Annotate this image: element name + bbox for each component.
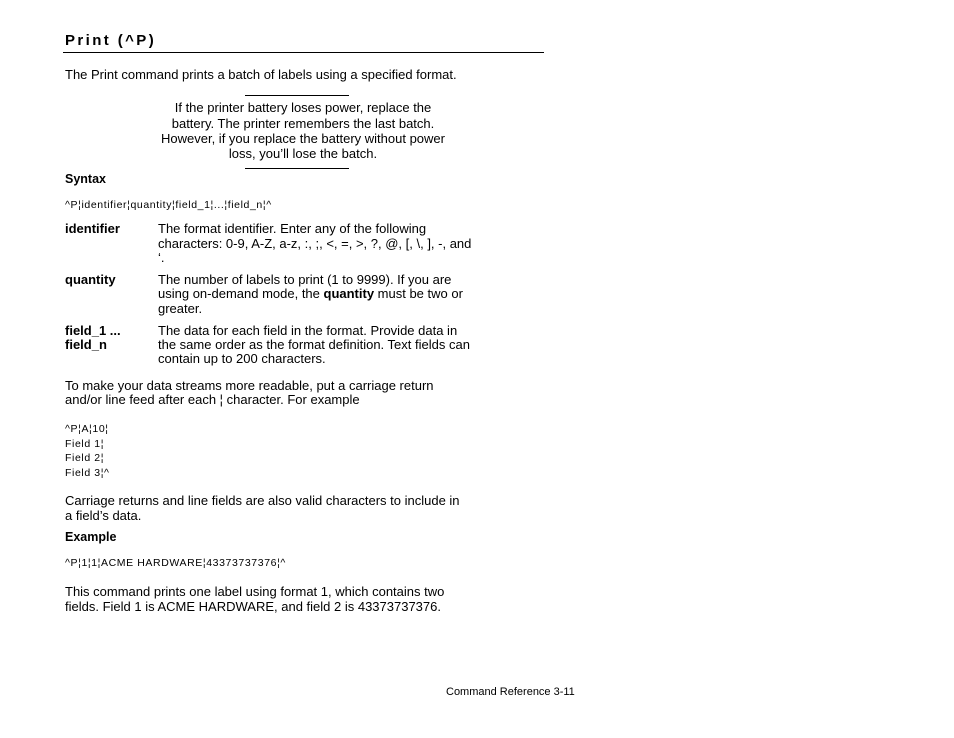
carriage-line-2: a field’s data.	[65, 508, 142, 523]
example-code: ^P¦1¦1¦ACME HARDWARE¦43373737376¦^	[65, 557, 286, 569]
note-line-3: However, if you replace the battery without power	[161, 131, 445, 146]
page-footer: Command Reference 3-11	[446, 686, 575, 698]
param-desc-field-2: the same order as the format definition. Text fields can	[158, 337, 470, 352]
readability-line-1: To make your data streams more readable, put a carriage return	[65, 378, 434, 393]
param-desc-quantity-1: The number of labels to print (1 to 9999). If you are	[158, 272, 452, 287]
param-desc-quantity-2-pre: using on-demand mode, the	[158, 286, 324, 301]
syntax-heading: Syntax	[65, 172, 106, 186]
param-desc-identifier-1: The format identifier. Enter any of the following	[158, 221, 427, 236]
param-desc-field-3: contain up to 200 characters.	[158, 351, 326, 366]
param-term-quantity: quantity	[65, 272, 116, 287]
param-desc-identifier-2: characters: 0-9, A-Z, a-z, :, ;, <, =, >, ?, @, [, \, ], -, and	[158, 236, 472, 251]
param-term-identifier: identifier	[65, 221, 120, 236]
param-desc-quantity-3: greater.	[158, 301, 203, 316]
carriage-line-1: Carriage returns and line fields are also valid characters to include in	[65, 493, 460, 508]
example-block-line: ^P¦A¦10¦	[65, 423, 109, 435]
param-term-field-1: field_1 ...	[65, 323, 121, 338]
intro-paragraph: The Print command prints a batch of labels using a specified format.	[65, 67, 457, 82]
note-line-2: battery. The printer remembers the last batch.	[171, 116, 435, 131]
param-term-field-n: field_n	[65, 337, 107, 352]
example-block-line: Field 2¦	[65, 452, 105, 464]
note-top-rule	[245, 95, 349, 96]
example-block-line: Field 3¦^	[65, 467, 110, 479]
param-desc-identifier-3: ‘.	[158, 250, 165, 265]
page-title: Print (^P)	[65, 32, 157, 49]
explanation-line-1: This command prints one label using format 1, which contains two	[65, 584, 445, 599]
note-line-1: If the printer battery loses power, replace the	[174, 100, 432, 115]
param-desc-quantity-2-post: must be two or	[374, 286, 463, 301]
param-desc-quantity-2-bold: quantity	[323, 286, 375, 301]
syntax-code: ^P¦identifier¦quantity¦field_1¦...¦field_n¦^	[65, 199, 272, 211]
explanation-line-2: fields. Field 1 is ACME HARDWARE, and field 2 is 43373737376.	[65, 599, 441, 614]
example-block-line: Field 1¦	[65, 438, 105, 450]
param-desc-field-1: The data for each field in the format. Provide data in	[158, 323, 458, 338]
title-underline	[63, 52, 544, 53]
param-desc-quantity-2	[158, 287, 542, 302]
example-heading: Example	[65, 530, 117, 544]
readability-line-2: and/or line feed after each ¦ character. For example	[65, 392, 360, 407]
note-bottom-rule	[245, 168, 349, 169]
note-line-4: loss, you’ll lose the batch.	[228, 146, 378, 161]
